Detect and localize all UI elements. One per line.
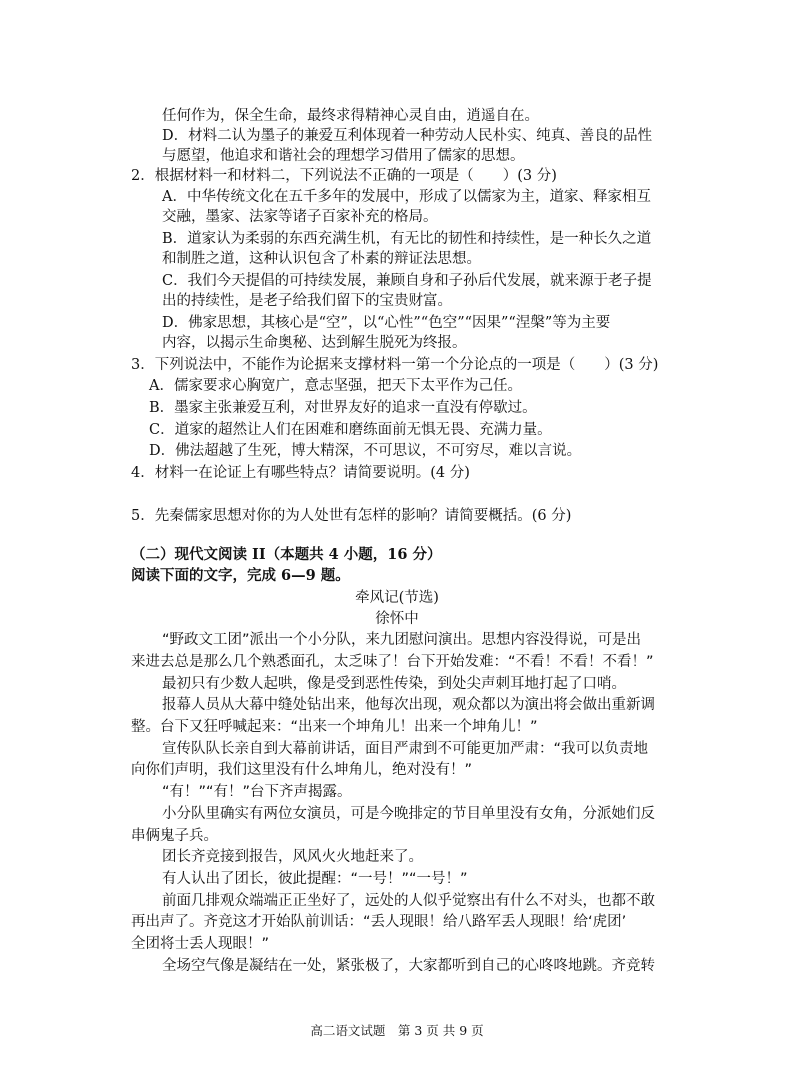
text-line: C．我们今天提倡的可持续发展，兼顾自身和子孙后代发展，就来源于老子提 [162,273,652,289]
text-line: B．道家认为柔弱的东西充满生机，有无比的韧性和持续性，是一种长久之道 [162,231,652,247]
text-line: C．道家的超然让人们在困难和磨练面前无惧无畏、充满力量。 [149,422,552,438]
text-line: 交融，墨家、法家等诸子百家补充的格局。 [162,209,438,225]
text-line: 全团将士丢人现眼！” [131,936,270,952]
text-line: 再出声了。齐竞这才开始队前训话：“丢人现眼！给八路军丢人现眼！给‘虎团’ [131,914,627,930]
text-line: 与愿望，他追求和谐社会的理想学习借用了儒家的思想。 [162,148,525,164]
text-line: 最初只有少数人起哄，像是受到恶性传染，到处尖声刺耳地打起了口哨。 [162,676,626,692]
text-line: 小分队里确实有两位女演员，可是今晚排定的节目单里没有女角，分派她们反 [162,806,655,822]
text-line: A．儒家要求心胸宽广，意志坚强，把天下太平作为己任。 [149,378,522,394]
text-line: B．墨家主张兼爱互利，对世界友好的追求一直没有停歇过。 [149,400,537,416]
text-line: 徐怀中 [375,611,419,627]
text-line: D．佛法超越了生死，博大精深，不可思议，不可穷尽，难以言说。 [149,443,582,459]
text-line: D．佛家思想，其核心是“空”，以“心性”“色空”“因果”“涅槃”等为主要 [162,315,611,331]
text-line: 前面几排观众端端正正坐好了，远处的人似乎觉察出有什么不对头，也都不敢 [162,893,655,909]
text-line: 全场空气像是凝结在一处，紧张极了，大家都听到自己的心咚咚地跳。齐竞转 [162,958,655,974]
text-line: 2．根据材料一和材料二，下列说法不正确的一项是（ ）(3 分) [131,168,557,184]
text-line: 报幕人员从大幕中缝处钻出来，他每次出现，观众都以为演出将会做出重新调 [162,697,655,713]
text-line: 牵风记(节选) [355,590,439,606]
text-line: 向你们声明，我们这里没有什么坤角儿，绝对没有！” [131,762,473,778]
text-line: 任何作为，保全生命，最终求得精神心灵自由，逍遥自在。 [162,108,539,124]
text-line: 3．下列说法中，不能作为论据来支撑材料一第一个分论点的一项是（ ）(3 分) [131,357,659,373]
text-line: 5．先秦儒家思想对你的为人处世有怎样的影响？请简要概括。(6 分) [131,508,572,524]
text-line: 有人认出了团长，彼此提醒：“一号！”“一号！” [162,871,468,887]
text-line: 高二语文试题 第 3 页 共 9 页 [310,1023,484,1038]
text-line: D．材料二认为墨子的兼爱互利体现着一种劳动人民朴实、纯真、善良的品性 [162,128,653,144]
text-line: 出的持续性，是老子给我们留下的宝贵财富。 [162,293,452,309]
text-line: A．中华传统文化在五千多年的发展中，形成了以儒家为主，道家、释家相互 [162,189,651,205]
text-line: 和制胜之道，这种认识包含了朴素的辩证法思想。 [162,251,481,267]
text-line: “有！”“有！”台下齐声揭露。 [162,784,352,800]
text-line: 宣传队队长亲自到大幕前讲话，面目严肃到不可能更加严肃：“我可以负责地 [162,741,649,757]
text-line: “野政文工团”派出一个小分队，来九团慰问演出。思想内容没得说，可是出 [162,632,642,648]
text-line: 团长齐竞接到报告，风风火火地赶来了。 [162,849,423,865]
text-line: （二）现代文阅读 II（本题共 4 小题，16 分） [131,546,442,563]
text-line: 串俩鬼子兵。 [131,828,218,844]
text-line: 来进去总是那么几个熟悉面孔，太乏味了！台下开始发难：“不看！不看！不看！” [131,654,654,670]
text-line: 4．材料一在论证上有哪些特点？请简要说明。(4 分) [131,465,470,481]
text-line: 阅读下面的文字，完成 6—9 题。 [131,567,350,584]
text-line: 整。台下又狂呼喊起来：“出来一个坤角儿！出来一个坤角儿！” [131,719,538,735]
text-line: 内容，以揭示生命奥秘、达到解生脱死为终报。 [162,335,467,351]
